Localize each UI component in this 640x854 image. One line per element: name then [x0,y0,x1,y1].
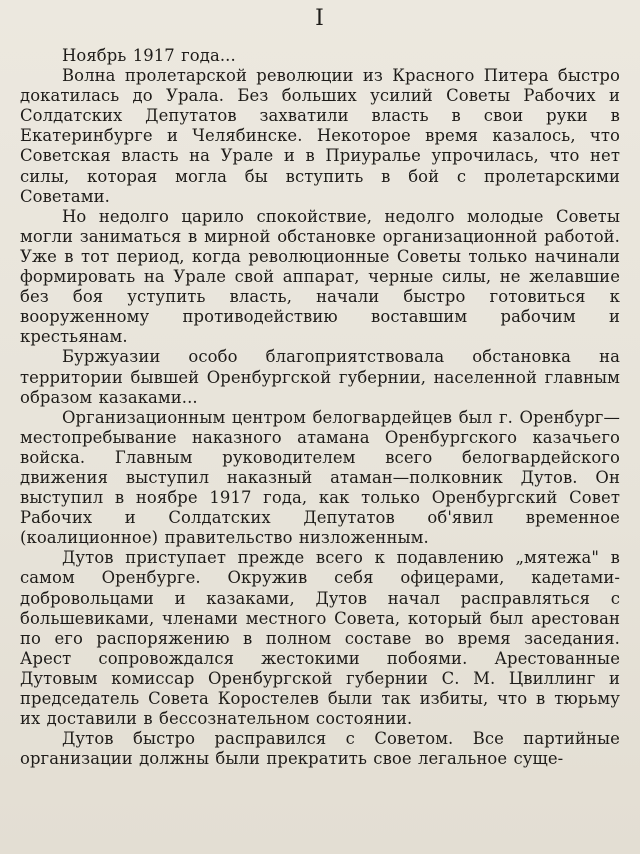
body-text [20,46,620,769]
paragraph: Но недолго царило спокойствие, недолго молодые Советы могли заниматься в мирной обстановке организационной работой. Уже в тот период, когда революционные Советы только начинали формировать на Урале свой аппарат, черные силы, не желавшие без боя уступить власть, начали быстро готовиться к вооруженному противодействию воставшим рабочим и крестьянам. [20,206,620,347]
paragraph: Дутов приступает прежде всего к подавлению „мятежа" в самом Оренбурге. Окружив себя офицерами, кадетами-добровольцами и казаками, Дутов начал расправляться с большевиками, членами местного Совета, который был арестован по его распоряжению в полном составе во время заседания. Арест сопровождался жестокими побоями. Арестованные Дутовым комиссар Оренбургской губернии С. М. Цвиллинг и председатель Совета Коростелев были так избиты, что в тюрьму их доставили в бессознательном состоянии. [20,548,620,729]
paragraph: Буржуазии особо благоприятствовала обстановка на территории бывшей Оренбургской губернии, населенной главным образом казаками... [20,347,620,407]
paragraph-dateline: Ноябрь 1917 года... [62,46,236,65]
paragraph: Волна пролетарской революции из Красного Питера быстро докатилась до Урала. Без больших усилий Советы Рабочих и Солдатских Депутатов захватили власть в свои руки в Екатеринбурге и Челябинске. Некоторое время казалось, что Советская власть на Урале и в Приуралье упрочилась, что нет силы, которая могла бы вступить в бой с пролетарскими Советами. [20,66,620,206]
chapter-number: I [315,6,325,31]
paragraph: Организационным центром белогвардейцев был г. Оренбург—местопребывание наказного атамана Оренбургского казачьего войска. Главным руководителем всего белогвардейского движения выступил наказный атаман—полковник Дутов. Он выступил в ноябре 1917 года, как только Оренбургский Совет Рабочих и Солдатских Депутатов об'явил временное (коалиционное) правительство низложенным. [20,407,620,548]
paragraph: Дутов быстро расправился с Советом. Все партийные организации должны были прекратить свое легальное суще- [20,729,620,769]
